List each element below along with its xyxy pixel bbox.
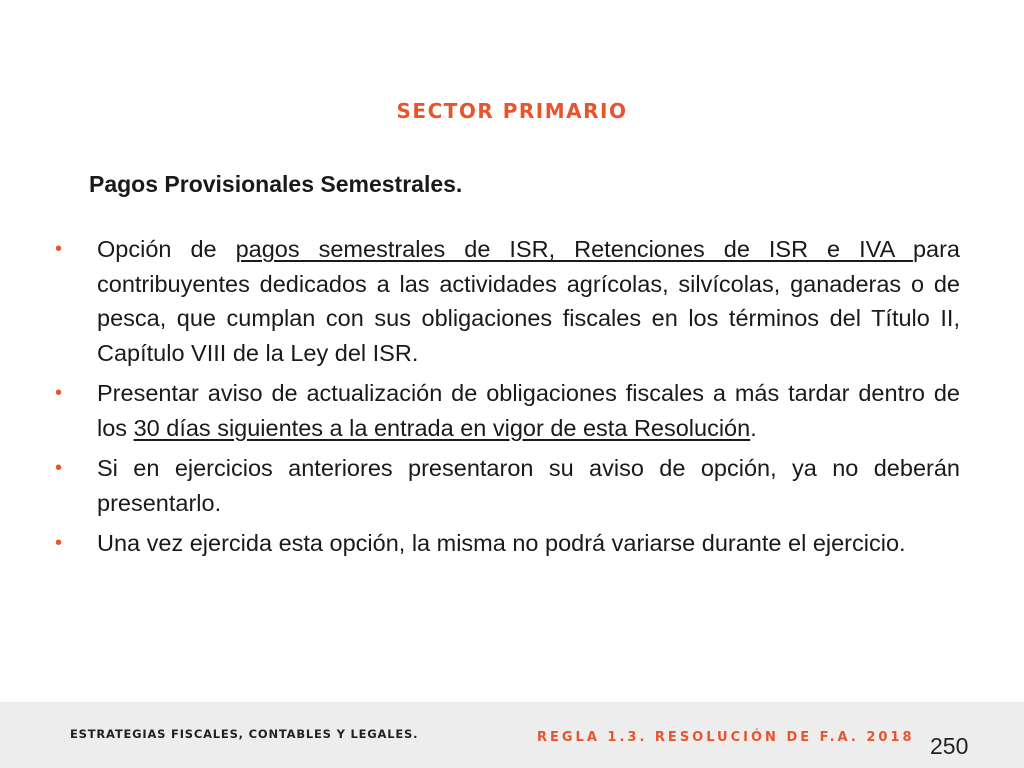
bullet-list bbox=[55, 232, 960, 567]
bullet-text: Opción de bbox=[97, 236, 236, 262]
underlined-text: 30 días siguientes a la entrada en vigor de esta Resolución bbox=[133, 414, 751, 441]
bullet-item-1 bbox=[55, 232, 960, 370]
bullet-item-4 bbox=[55, 526, 960, 561]
bullet-text: Si en ejercicios anteriores presentaron su aviso de opción, ya no deberán presentarlo. bbox=[97, 455, 960, 516]
bullet-icon: • bbox=[55, 532, 63, 554]
bullet-item-2 bbox=[55, 376, 960, 445]
bullet-icon: • bbox=[55, 238, 63, 260]
slide-subtitle: Pagos Provisionales Semestrales. bbox=[89, 171, 463, 197]
slide-header: SECTOR PRIMARIO bbox=[396, 99, 628, 123]
underlined-text: pagos semestrales de ISR, Retenciones de ISR e IVA bbox=[235, 236, 913, 262]
footer-company-name: ESTRATEGIAS FISCALES, CONTABLES Y LEGALES. bbox=[70, 727, 419, 741]
footer-rule-reference: REGLA 1.3. RESOLUCIÓN DE F.A. 2018 bbox=[537, 730, 915, 745]
bullet-text: Una vez ejercida esta opción, la misma no podrá variarse durante el ejercicio. bbox=[97, 530, 906, 556]
page-number: 250 bbox=[930, 733, 969, 759]
bullet-icon: • bbox=[55, 382, 63, 404]
bullet-icon: • bbox=[55, 457, 63, 479]
bullet-text: para contribuyentes dedicados a las actividades agrícolas, silvícolas, ganaderas o de pesca, que cumplan con sus obligaciones fiscales en los términos del Título II, Capítulo VIII de la Ley del ISR. bbox=[97, 236, 961, 366]
bullet-item-3 bbox=[55, 451, 960, 520]
bullet-text: . bbox=[750, 414, 757, 441]
bullet-text: Presentar aviso de actualización de obligaciones fiscales a más tardar dentro de los bbox=[97, 380, 960, 441]
